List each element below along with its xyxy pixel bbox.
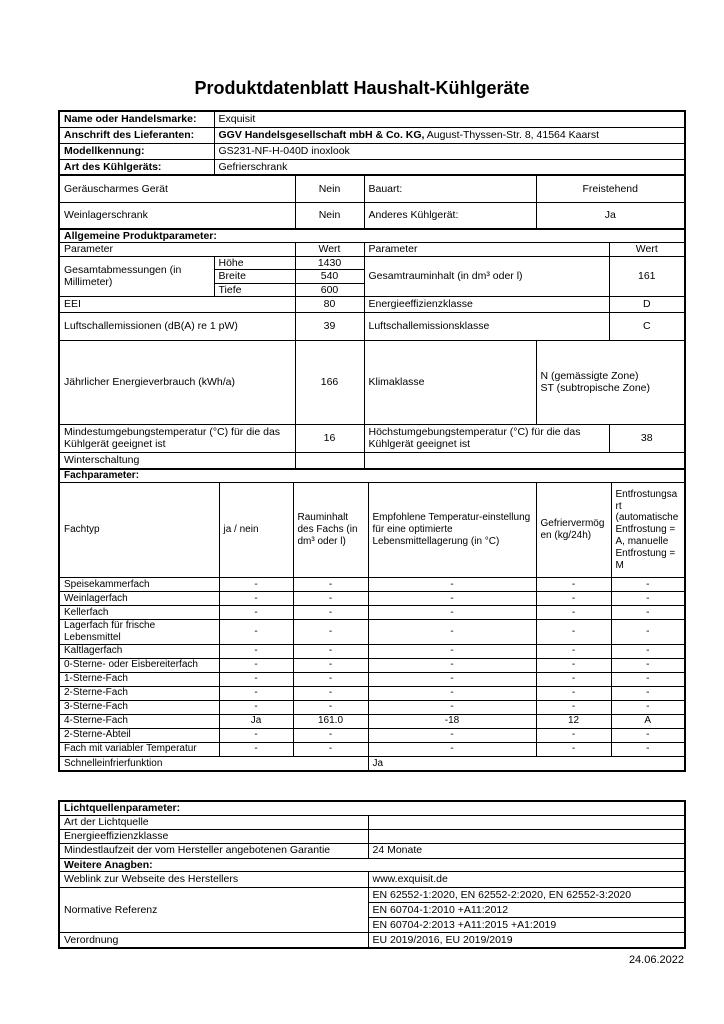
light-section-title: Lichtquellenparameter: (59, 801, 685, 815)
noise-value: 39 (295, 312, 364, 340)
cell-value: - (611, 742, 685, 756)
noise-row (59, 312, 685, 340)
compartment-row (59, 592, 685, 606)
eei-label: EEI (59, 296, 295, 312)
min-temp-label: Mindestumgebungstemperatur (°C) für die das Kühlgerät geeignet ist (59, 424, 295, 452)
low-noise-value: Nein (295, 175, 364, 202)
identity-row (59, 143, 685, 159)
cell-value: 161.0 (293, 714, 368, 728)
section-header-row (59, 801, 685, 815)
normative-row (59, 888, 685, 903)
compartment-label: 2-Sterne-Fach (59, 686, 219, 700)
cell-value: 12 (536, 714, 611, 728)
noise-label: Luftschallemissionen (dB(A) re 1 pW) (59, 312, 295, 340)
cell-value: - (536, 606, 611, 620)
max-temp-value: 38 (609, 424, 685, 452)
cell-value: - (293, 686, 368, 700)
device-row (59, 202, 685, 229)
cell-value: A (611, 714, 685, 728)
section-header-row (59, 469, 685, 482)
cell-value: - (219, 728, 293, 742)
cell-value: - (219, 742, 293, 756)
cell-value: - (611, 686, 685, 700)
supplier-address: August-Thyssen-Str. 8, 41564 Kaarst (424, 128, 599, 141)
weblink-label: Weblink zur Webseite des Herstellers (59, 872, 368, 888)
light-energy-class-label: Energieeffizienzklasse (59, 829, 368, 843)
more-info-section-title: Weitere Anagben: (59, 858, 685, 871)
cell-value: - (293, 606, 368, 620)
wert-left-header: Wert (295, 243, 364, 256)
cell-value: - (368, 644, 536, 658)
warranty-value: 24 Monate (368, 843, 685, 858)
normative-value: EN 62552-1:2020, EN 62552-2:2020, EN 62552-3:2020 (368, 888, 685, 903)
compartment-row (59, 672, 685, 686)
compartment-header-row (59, 483, 685, 578)
climate-zone-2: ST (subtropische Zone) (540, 382, 651, 395)
type-value: Gefrierschrank (214, 159, 685, 175)
supplier-name: GGV Handelsgesellschaft mbH & Co. KG, (218, 128, 425, 141)
gefriervermoegen-header: Gefriervermögen (kg/24h) (536, 483, 611, 578)
fachtyp-header: Fachtyp (59, 483, 219, 578)
compartment-label: 4-Sterne-Fach (59, 714, 219, 728)
winter-setting-value2 (364, 452, 685, 469)
min-temp-value: 16 (295, 424, 364, 452)
cell-value: - (536, 578, 611, 592)
light-source-table (58, 800, 686, 948)
quickfreeze-label: Schnelleinfrierfunktion (59, 756, 368, 771)
cell-value: - (536, 592, 611, 606)
general-section-title: Allgemeine Produktparameter: (59, 229, 685, 243)
cell-value: - (611, 672, 685, 686)
device-table (58, 174, 686, 230)
eei-row (59, 296, 685, 312)
energy-class-label: Energieeffizienzklasse (364, 296, 609, 312)
cell-value: - (293, 742, 368, 756)
supplier-label: Anschrift des Lieferanten: (59, 127, 214, 143)
cell-value: - (293, 672, 368, 686)
climate-class-label: Klimaklasse (364, 340, 536, 424)
annual-energy-value: 166 (295, 340, 364, 424)
climate-class-value (536, 340, 685, 424)
cell-value: Ja (219, 714, 293, 728)
ja-nein-header: ja / nein (219, 483, 293, 578)
cell-value: - (293, 644, 368, 658)
compartment-table (58, 468, 686, 772)
cell-value: - (219, 578, 293, 592)
cell-value: - (611, 728, 685, 742)
cell-value: - (611, 592, 685, 606)
cell-value: - (293, 592, 368, 606)
column-header-row (59, 243, 685, 256)
wine-storage-value: Nein (295, 202, 364, 229)
compartment-label: 2-Sterne-Abteil (59, 728, 219, 742)
dimensions-row (59, 256, 685, 269)
entfrostung-header: Entfrostungsart (automatische Entfrostung = A, manuelle Entfrostung = M (611, 483, 685, 578)
cell-value: - (536, 728, 611, 742)
light-row (59, 829, 685, 843)
other-appliance-value: Ja (536, 202, 685, 229)
page-title: Produktdatenblatt Haushalt-Kühlgeräte (194, 78, 530, 98)
max-temp-label: Höchstumgebungstemperatur (°C) für die das Kühlgerät geeignet ist (364, 424, 609, 452)
brand-label: Name oder Handelsmarke: (59, 111, 214, 127)
compartment-row (59, 728, 685, 742)
cell-value: - (536, 686, 611, 700)
normative-label: Normative Referenz (59, 888, 368, 933)
section-header-row (59, 229, 685, 243)
energy-consumption-row (59, 340, 685, 424)
cell-value: - (219, 606, 293, 620)
cell-value: - (368, 606, 536, 620)
design-label: Bauart: (364, 175, 536, 202)
model-label: Modellkennung: (59, 143, 214, 159)
compartment-row (59, 686, 685, 700)
cell-value: - (536, 742, 611, 756)
width-value: 540 (295, 270, 364, 283)
height-value: 1430 (295, 256, 364, 269)
param-right-header: Parameter (364, 243, 609, 256)
width-label: Breite (214, 270, 295, 283)
light-row (59, 815, 685, 829)
quickfreeze-row (59, 756, 685, 771)
compartment-label: 0-Sterne- oder Eisbereiterfach (59, 658, 219, 672)
dimensions-label: Gesamtabmessungen (in Millimeter) (59, 256, 214, 296)
depth-label: Tiefe (214, 283, 295, 296)
warranty-row (59, 843, 685, 858)
total-volume-label: Gesamtrauminhalt (in dm³ oder l) (364, 256, 609, 296)
weblink-row (59, 872, 685, 888)
identity-row (59, 111, 685, 127)
compartment-row (59, 578, 685, 592)
other-appliance-label: Anderes Kühlgerät: (364, 202, 536, 229)
cell-value: - (536, 658, 611, 672)
compartment-label: Fach mit variabler Temperatur (59, 742, 219, 756)
cell-value: - (611, 700, 685, 714)
cell-value: - (611, 578, 685, 592)
noise-class-label: Luftschallemissionsklasse (364, 312, 609, 340)
compartment-section-title: Fachparameter: (59, 469, 685, 482)
temperatur-header: Empfohlene Temperatur-einstellung für eine optimierte Lebensmittellagerung (in °C) (368, 483, 536, 578)
climate-zone-1: N (gemässigte Zone) (540, 370, 639, 382)
cell-value: - (219, 700, 293, 714)
regulation-label: Verordnung (59, 933, 368, 948)
normative-value: EN 60704-1:2010 +A11:2012 (368, 903, 685, 918)
quickfreeze-value: Ja (368, 756, 685, 771)
cell-value: - (368, 658, 536, 672)
wert-right-header: Wert (609, 243, 685, 256)
cell-value: - (219, 644, 293, 658)
cell-value: - (611, 606, 685, 620)
cell-value: - (536, 620, 611, 645)
cell-value: - (293, 728, 368, 742)
compartment-label: Lagerfach für frische Lebensmittel (59, 620, 219, 645)
cell-value: - (368, 742, 536, 756)
compartment-row (59, 644, 685, 658)
supplier-value (214, 127, 685, 143)
cell-value: - (536, 644, 611, 658)
compartment-label: Speisekammerfach (59, 578, 219, 592)
cell-value: - (368, 592, 536, 606)
cell-value: - (293, 578, 368, 592)
compartment-label: Kaltlagerfach (59, 644, 219, 658)
compartment-row (59, 606, 685, 620)
cell-value: - (293, 620, 368, 645)
low-noise-label: Geräuscharmes Gerät (59, 175, 295, 202)
ambient-temperature-row (59, 424, 685, 452)
identity-row (59, 159, 685, 175)
cell-value: - (293, 700, 368, 714)
wine-storage-label: Weinlagerschrank (59, 202, 295, 229)
cell-value: - (536, 672, 611, 686)
light-type-value (368, 815, 685, 829)
normative-value: EN 60704-2:2013 +A11:2015 +A1:2019 (368, 918, 685, 933)
datasheet-content (58, 110, 684, 966)
identity-table (58, 110, 686, 176)
document-date: 24.06.2022 (628, 953, 684, 966)
cell-value: - (219, 672, 293, 686)
warranty-label: Mindestlaufzeit der vom Hersteller angebotenen Garantie (59, 843, 368, 858)
winter-setting-value (295, 452, 364, 469)
cell-value: - (536, 700, 611, 714)
cell-value: - (611, 658, 685, 672)
regulation-row (59, 933, 685, 948)
noise-class-value: C (609, 312, 685, 340)
cell-value: - (611, 620, 685, 645)
cell-value: - (368, 578, 536, 592)
compartment-row (59, 714, 685, 728)
compartment-label: Weinlagerfach (59, 592, 219, 606)
total-volume-value: 161 (609, 256, 685, 296)
design-value: Freistehend (536, 175, 685, 202)
compartment-label: 3-Sterne-Fach (59, 700, 219, 714)
depth-value: 600 (295, 283, 364, 296)
compartment-row (59, 658, 685, 672)
compartment-row (59, 700, 685, 714)
cell-value: - (219, 686, 293, 700)
device-row (59, 175, 685, 202)
annual-energy-label: Jährlicher Energieverbrauch (kWh/a) (59, 340, 295, 424)
winter-setting-row (59, 452, 685, 469)
cell-value: - (219, 658, 293, 672)
cell-value: - (368, 700, 536, 714)
param-left-header: Parameter (59, 243, 295, 256)
cell-value: - (368, 728, 536, 742)
compartment-row (59, 620, 685, 645)
compartment-row (59, 742, 685, 756)
cell-value: - (293, 658, 368, 672)
brand-value: Exquisit (214, 111, 685, 127)
identity-row (59, 127, 685, 143)
cell-value: - (368, 672, 536, 686)
general-parameters-table (58, 228, 686, 470)
light-energy-class-value (368, 829, 685, 843)
model-value: GS231-NF-H-040D inoxlook (214, 143, 685, 159)
regulation-value: EU 2019/2016, EU 2019/2019 (368, 933, 685, 948)
cell-value: - (611, 644, 685, 658)
compartment-label: Kellerfach (59, 606, 219, 620)
cell-value: - (368, 686, 536, 700)
energy-class-value: D (609, 296, 685, 312)
compartment-label: 1-Sterne-Fach (59, 672, 219, 686)
cell-value: - (219, 592, 293, 606)
rauminhalt-header: Rauminhalt des Fachs (in dm³ oder l) (293, 483, 368, 578)
winter-setting-label: Winterschaltung (59, 452, 295, 469)
type-label: Art des Kühlgeräts: (59, 159, 214, 175)
light-type-label: Art der Lichtquelle (59, 815, 368, 829)
cell-value: - (368, 620, 536, 645)
section-header-row (59, 858, 685, 871)
cell-value: - (219, 620, 293, 645)
weblink-value: www.exquisit.de (368, 872, 685, 888)
height-label: Höhe (214, 256, 295, 269)
cell-value: -18 (368, 714, 536, 728)
eei-value: 80 (295, 296, 364, 312)
